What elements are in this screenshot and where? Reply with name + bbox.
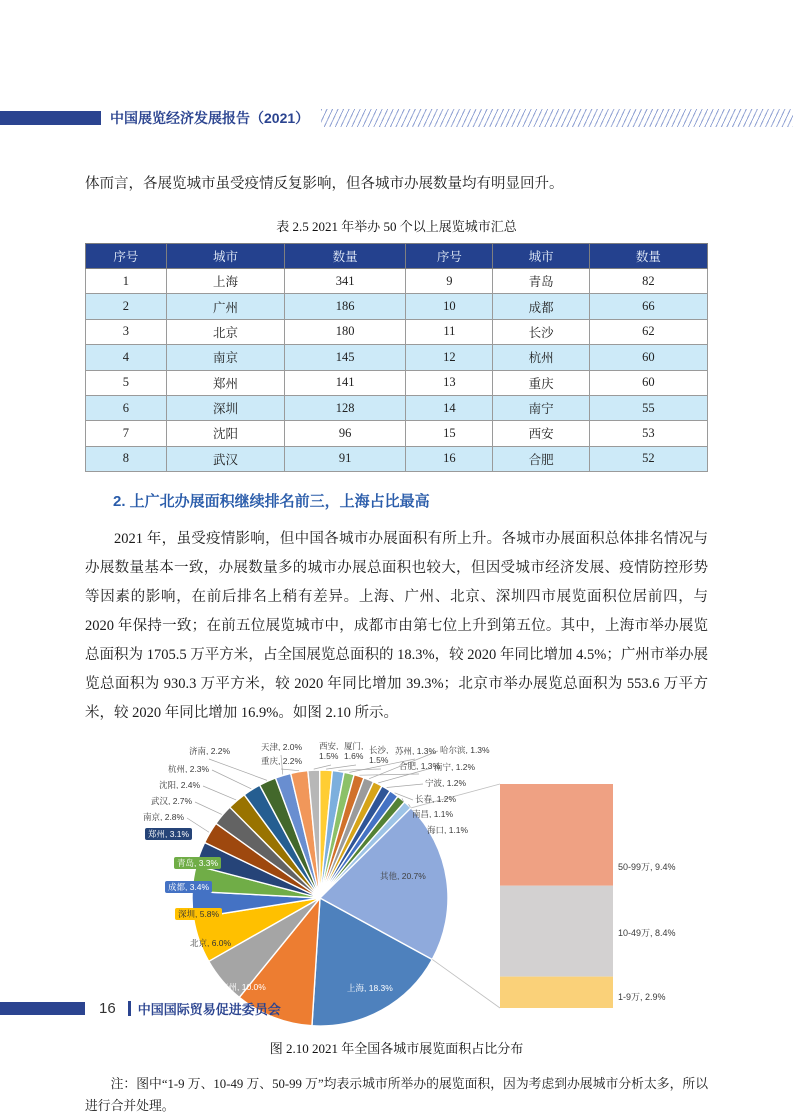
table-cell: 沈阳 bbox=[166, 421, 284, 446]
table-cell: 66 bbox=[589, 294, 707, 319]
table-cell: 2 bbox=[86, 294, 167, 319]
table-cell: 62 bbox=[589, 319, 707, 344]
figure-note: 注：图中“1-9 万、10-49 万、50-99 万”均表示城市所举办的展览面积，因为考虑到办展城市分析太多，所以进行合并处理。 bbox=[85, 1077, 708, 1113]
label-leader-line bbox=[195, 802, 222, 814]
table-header-cell: 数量 bbox=[285, 244, 406, 269]
label-leader-line bbox=[203, 786, 236, 800]
pie-slice-label: 杭州, 2.3% bbox=[168, 764, 210, 774]
pie-slice-label: 沈阳, 2.4% bbox=[159, 780, 201, 790]
footer-organization: 中国国际贸易促进委员会 bbox=[137, 1001, 281, 1017]
section-paragraph: 2021 年，虽受疫情影响，但中国各城市办展面积有所上升。各城市办展面积总体排名情况与办展数量基本一致，办展数量多的城市办展总面积也较大，但因受城市经济发展、疫情防控形势等因素的影响，在前后排名上稍有差异。上海、广州、北京、深圳四市展览面积位居前四，与 2020 年保持一致；在前五位展览城市中，成都市由第七位上升到第五位。其中，上海市举办展览总面积为 1705.5 万平方米，占全国展览总面积的 18.3%，较 2020 年同比增加 4.5%；广州市举办展览总面积为 930.3 万平方米，较 2020 年同比增加 39.3%；北京市举办展览总面积为 553.6 万平方米，较 2020 年同比增加 16.9%。如图 2.10 所示。 bbox=[85, 531, 708, 721]
section-heading: 2. 上广北办展面积继续排名前三，上海占比最高 bbox=[113, 493, 430, 510]
label-leader-line bbox=[281, 769, 299, 771]
bar-segment-label: 10-49万, 8.4% bbox=[618, 928, 676, 938]
table-header-cell: 序号 bbox=[406, 244, 493, 269]
table-cell: 141 bbox=[285, 370, 406, 395]
table-cell: 145 bbox=[285, 345, 406, 370]
table-row bbox=[86, 446, 708, 471]
table-cell: 60 bbox=[589, 345, 707, 370]
table-row bbox=[86, 294, 708, 319]
pie-slice-label: 长春, 1.2% bbox=[415, 794, 457, 804]
pie-slice-label: 合肥, 1.3% bbox=[399, 761, 441, 771]
table-cell: 14 bbox=[406, 395, 493, 420]
table-cell: 91 bbox=[285, 446, 406, 471]
table-cell: 16 bbox=[406, 446, 493, 471]
table-cell: 长沙 bbox=[493, 319, 589, 344]
table-cell: 186 bbox=[285, 294, 406, 319]
pie-slice-label: 南昌, 1.1% bbox=[412, 809, 454, 819]
table-cell: 深圳 bbox=[166, 395, 284, 420]
table-cell: 广州 bbox=[166, 294, 284, 319]
table-row bbox=[86, 269, 708, 294]
table-cell: 南京 bbox=[166, 345, 284, 370]
table-cell: 合肥 bbox=[493, 446, 589, 471]
pie-chart-figure bbox=[85, 738, 708, 1030]
table-cell: 96 bbox=[285, 421, 406, 446]
bar-segment-label: 50-99万, 9.4% bbox=[618, 862, 676, 872]
table-cell: 9 bbox=[406, 269, 493, 294]
table-header-cell: 数量 bbox=[589, 244, 707, 269]
pie-slice-label: 青岛, 3.3% bbox=[174, 857, 221, 869]
table-cell: 重庆 bbox=[493, 370, 589, 395]
report-title: 中国展览经济发展报告（2021） bbox=[110, 110, 310, 126]
pie-slice-label: 宁波, 1.2% bbox=[425, 778, 467, 788]
pie-slice-label: 重庆, 2.2% bbox=[261, 756, 303, 766]
pie-slice-label: 苏州, 1.3% bbox=[395, 746, 437, 756]
table-cell: 郑州 bbox=[166, 370, 284, 395]
figure-caption: 图 2.10 2021 年全国各城市展览面积占比分布 bbox=[269, 1041, 524, 1056]
table-cell: 7 bbox=[86, 421, 167, 446]
bar-segment bbox=[500, 886, 613, 977]
pie-slice-label: 长沙, 1.5% bbox=[369, 745, 389, 765]
table-row bbox=[86, 421, 708, 446]
table-cell: 上海 bbox=[166, 269, 284, 294]
table-cell: 8 bbox=[86, 446, 167, 471]
pie-slice-label: 南京, 2.8% bbox=[143, 812, 185, 822]
table-cell: 1 bbox=[86, 269, 167, 294]
table-cell: 55 bbox=[589, 395, 707, 420]
table-body bbox=[86, 269, 708, 472]
page-footer bbox=[0, 999, 793, 1017]
table-cell: 180 bbox=[285, 319, 406, 344]
table-row bbox=[86, 370, 708, 395]
label-leader-line bbox=[326, 765, 356, 769]
table-cell: 60 bbox=[589, 370, 707, 395]
table-cell: 6 bbox=[86, 395, 167, 420]
table-cell: 11 bbox=[406, 319, 493, 344]
table-row bbox=[86, 345, 708, 370]
table-cell: 52 bbox=[589, 446, 707, 471]
pie-slice-label: 武汉, 2.7% bbox=[151, 796, 193, 806]
pie-slice-label: 其他, 20.7% bbox=[380, 871, 426, 881]
pie-slice-label: 西安, 1.5% bbox=[319, 741, 339, 761]
table-cell: 128 bbox=[285, 395, 406, 420]
bar-segment bbox=[500, 784, 613, 886]
table-cell: 南宁 bbox=[493, 395, 589, 420]
table-header-cell: 城市 bbox=[493, 244, 589, 269]
table-cell: 北京 bbox=[166, 319, 284, 344]
footer-divider bbox=[128, 1001, 131, 1016]
pie-slice-label: 天津, 2.0% bbox=[261, 742, 303, 752]
table-cell: 12 bbox=[406, 345, 493, 370]
pie-slice-label: 哈尔滨, 1.3% bbox=[440, 745, 490, 755]
pie-slice-label: 上海, 18.3% bbox=[347, 983, 393, 993]
page-content bbox=[85, 172, 708, 1117]
table-caption: 表 2.5 2021 年举办 50 个以上展览城市汇总 bbox=[276, 219, 517, 234]
city-count-table bbox=[85, 243, 708, 472]
pie-slice-label: 郑州, 3.1% bbox=[145, 828, 192, 840]
table-cell: 82 bbox=[589, 269, 707, 294]
table-row bbox=[86, 319, 708, 344]
label-leader-line bbox=[209, 759, 267, 780]
label-leader-line bbox=[212, 770, 251, 789]
page-number: 16 bbox=[99, 999, 116, 1017]
pie-slice-label: 南宁, 1.2% bbox=[434, 762, 476, 772]
pie-slice-label: 海口, 1.1% bbox=[427, 825, 469, 835]
table-cell: 4 bbox=[86, 345, 167, 370]
table-cell: 3 bbox=[86, 319, 167, 344]
table-cell: 10 bbox=[406, 294, 493, 319]
table-cell: 青岛 bbox=[493, 269, 589, 294]
header-left-bar bbox=[0, 111, 101, 125]
pie-slice-label: 成都, 3.4% bbox=[165, 881, 212, 893]
table-cell: 15 bbox=[406, 421, 493, 446]
table-cell: 成都 bbox=[493, 294, 589, 319]
page-header bbox=[0, 107, 793, 129]
table-header-cell: 序号 bbox=[86, 244, 167, 269]
table-row bbox=[86, 395, 708, 420]
table-cell: 西安 bbox=[493, 421, 589, 446]
table-header-cell: 城市 bbox=[166, 244, 284, 269]
table-cell: 341 bbox=[285, 269, 406, 294]
pie-slice-label: 深圳, 5.8% bbox=[175, 908, 222, 920]
intro-paragraph: 体而言，各展览城市虽受疫情反复影响，但各城市办展数量均有明显回升。 bbox=[85, 176, 564, 192]
pie-slice-label: 济南, 2.2% bbox=[189, 746, 231, 756]
table-cell: 杭州 bbox=[493, 345, 589, 370]
pie-slice-label: 厦门, 1.6% bbox=[344, 741, 364, 761]
table-cell: 53 bbox=[589, 421, 707, 446]
pie-slice-label: 北京, 6.0% bbox=[190, 938, 232, 948]
pie-slice-label: 广州, 10.0% bbox=[220, 982, 266, 992]
header-stripes-decoration bbox=[321, 109, 793, 127]
table-header-row bbox=[86, 244, 708, 269]
label-leader-line bbox=[387, 784, 423, 788]
table-cell: 5 bbox=[86, 370, 167, 395]
footer-left-bar bbox=[0, 1002, 85, 1015]
table-cell: 13 bbox=[406, 370, 493, 395]
table-cell: 武汉 bbox=[166, 446, 284, 471]
bar-segment-label: 1-9万, 2.9% bbox=[618, 992, 666, 1002]
